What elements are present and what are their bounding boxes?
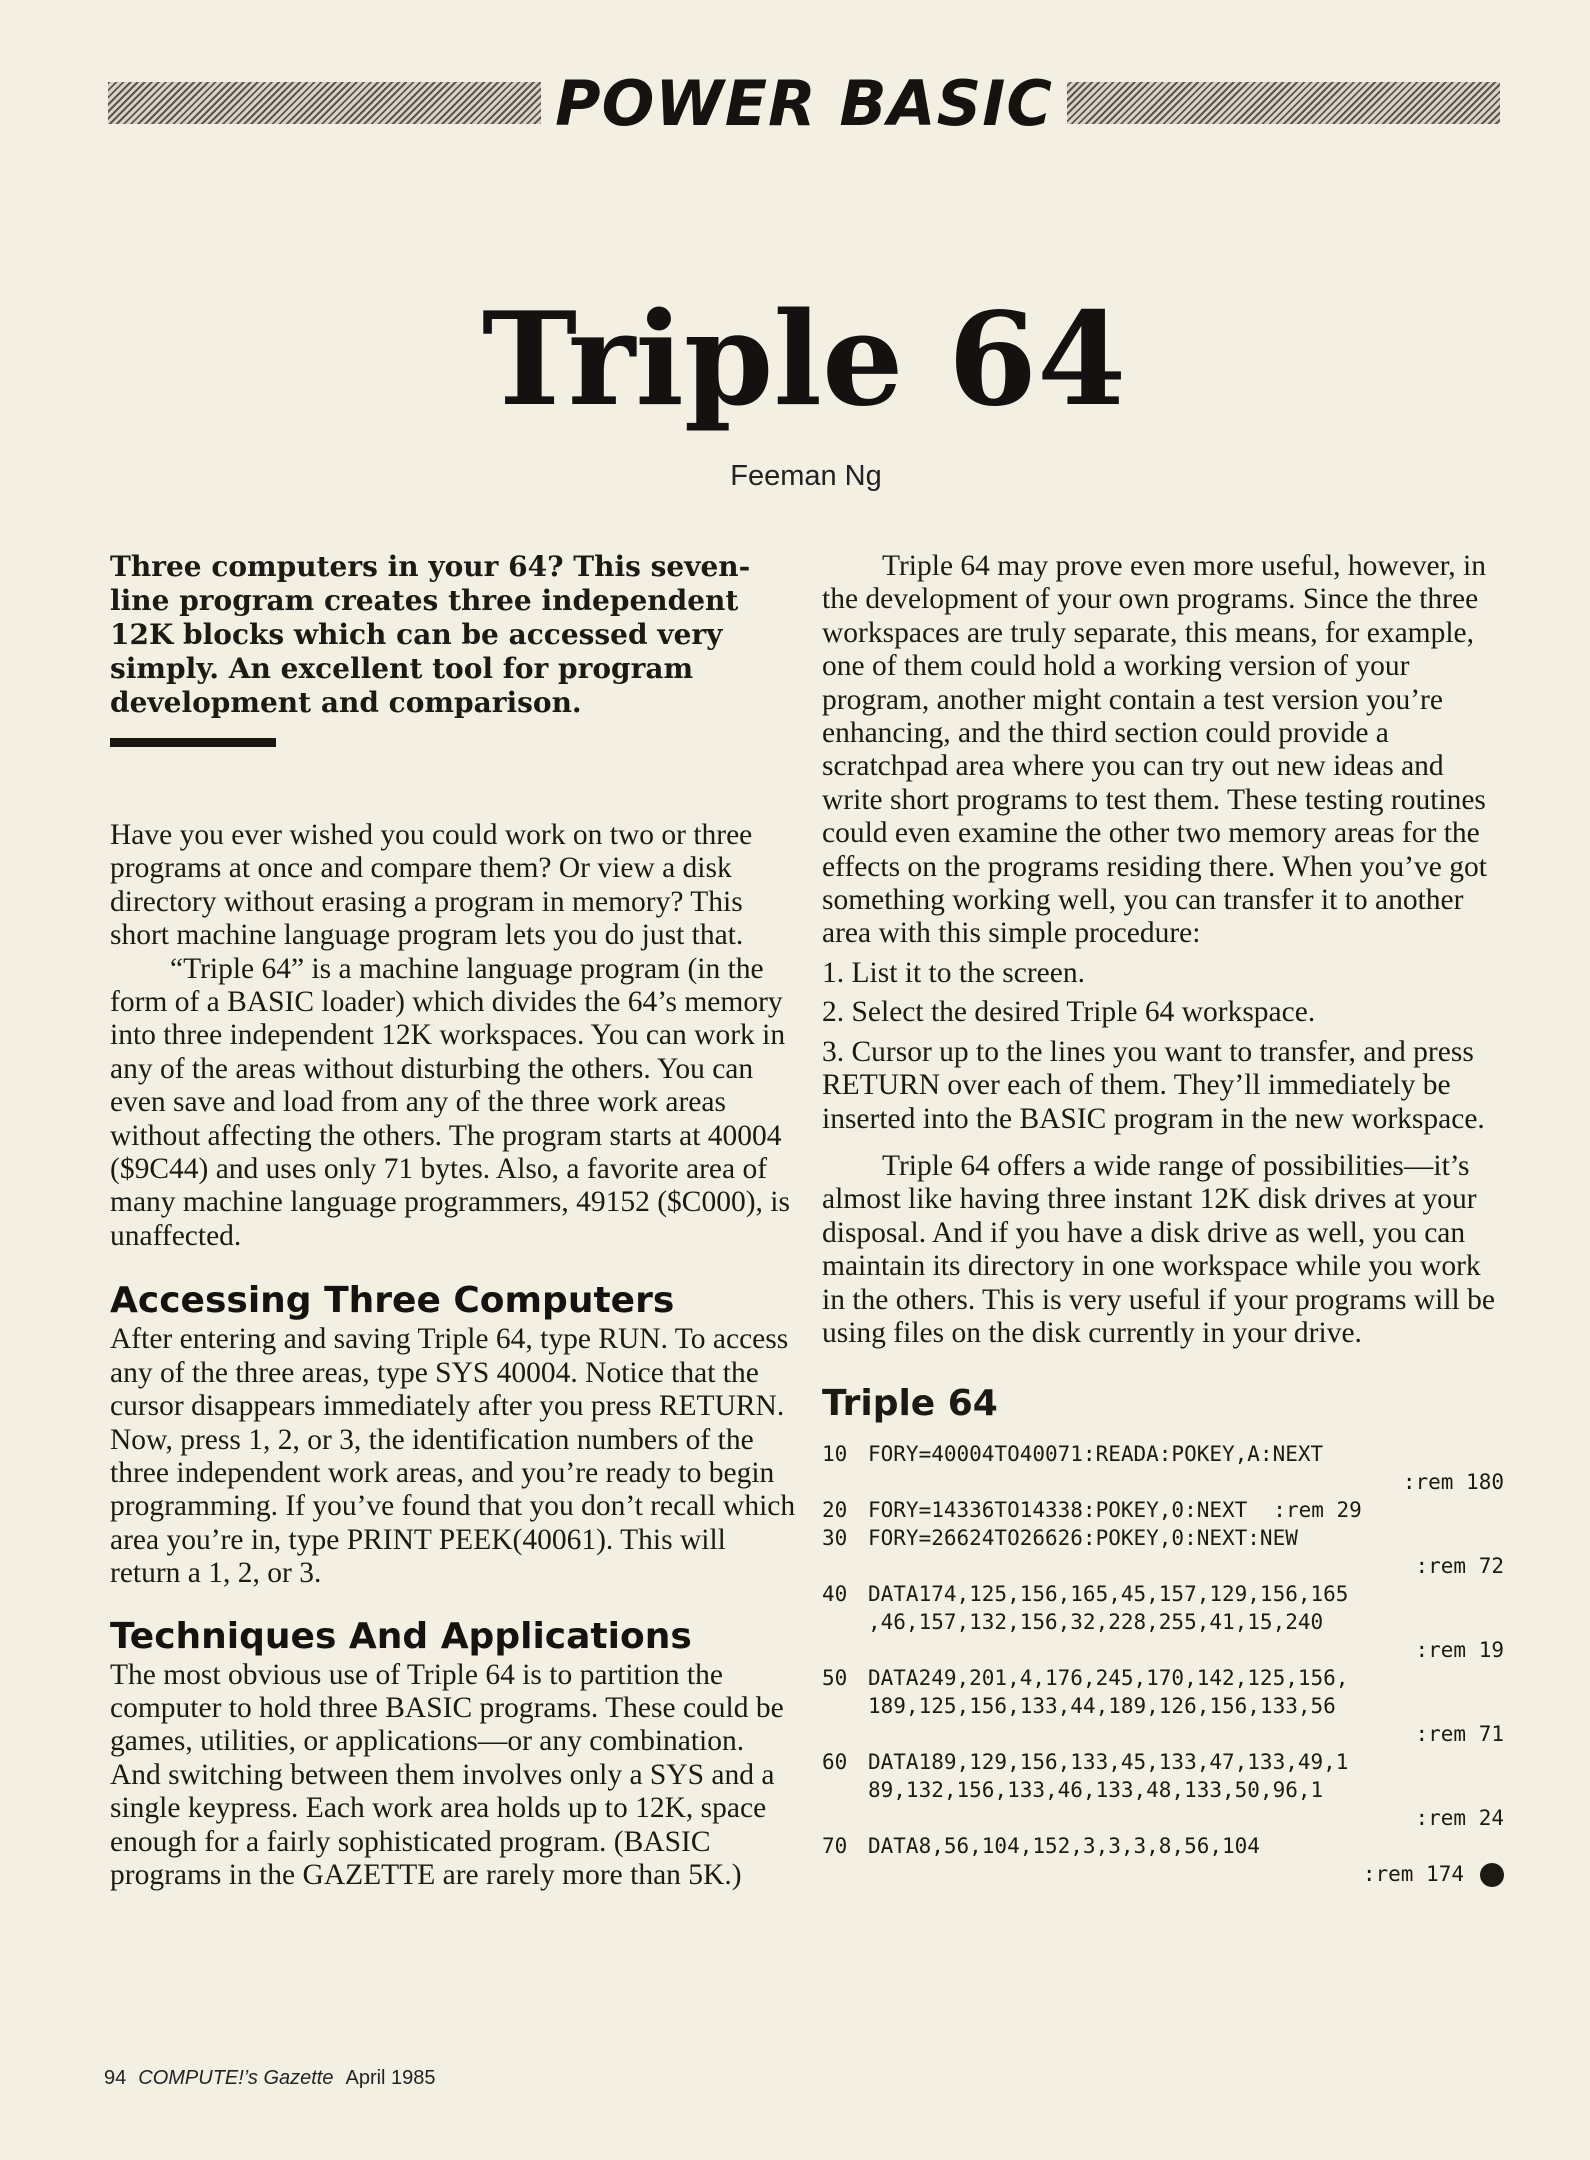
line-code-continued: 89,132,156,133,46,133,48,133,50,96,1 (868, 1778, 1324, 1803)
transfer-steps-list (822, 957, 1508, 1136)
line-number: 60 (822, 1750, 848, 1775)
listing-line (822, 1832, 1508, 1888)
publication-name: COMPUTE!’s Gazette (138, 2067, 334, 2089)
left-column (110, 550, 800, 1892)
line-number: 40 (822, 1582, 848, 1607)
line-checksum: :rem 24 (1415, 1806, 1504, 1831)
line-number: 30 (822, 1526, 848, 1551)
right-column (822, 550, 1508, 1888)
listing-line (822, 1580, 1508, 1664)
line-checksum: :rem 19 (1415, 1638, 1504, 1663)
deck-divider-rule (110, 738, 276, 747)
line-number: 70 (822, 1834, 848, 1859)
development-paragraph: Triple 64 may prove even more useful, however, in the development of your own programs. Since the three workspaces are truly separate, this means, for example, one of them could hold a working version of your program, another might contain a test version you’re enhancing, and the third section could provide a scratchpad area where you can try out new ideas and write short programs to test them. These testing routines could even examine the other two memory areas for the effects on the programs residing there. When you’ve got something working well, you can transfer it to another area with this simple procedure: (822, 550, 1487, 950)
line-checksum: :rem 180 (1402, 1470, 1504, 1495)
listing-title: Triple 64 (822, 1383, 998, 1425)
line-code: DATA249,201,4,176,245,170,142,125,156, (868, 1666, 1349, 1691)
list-item: 1. List it to the screen. (822, 956, 1085, 989)
listing-line (822, 1748, 1508, 1832)
listing-line (822, 1664, 1508, 1748)
line-checksum: :rem 71 (1415, 1722, 1504, 1747)
line-checksum-row (868, 1860, 1508, 1888)
list-item: 2. Select the desired Triple 64 workspace. (822, 996, 1316, 1029)
line-checksum: :rem 29 (1273, 1498, 1362, 1523)
line-code-continued: ,46,157,132,156,32,228,255,41,15,240 (868, 1610, 1324, 1635)
line-code: FORY=40004TO40071:READA:POKEY,A:NEXT (868, 1442, 1324, 1467)
listing-line (822, 1524, 1508, 1580)
possibilities-paragraph: Triple 64 offers a wide range of possibilities—it’s almost like having three instant 12K disk drives at your disposal. And if you have a disk drive as well, you can maintain its directory in one workspace while you work in the others. This is very useful if your programs will be using files on the disk currently in your drive. (822, 1149, 1495, 1349)
line-checksum: :rem 174 (1362, 1862, 1464, 1887)
issue-date: April 1985 (345, 2067, 436, 2089)
byline: Feeman Ng (730, 460, 882, 492)
accessing-paragraph: After entering and saving Triple 64, type RUN. To access any of the three areas, type SYS 40004. Notice that the cursor disappears immediately after you press RETURN. Now, press 1, 2, or 3, the identification numbers of the three independent work areas, and you’re ready to begin programming. If you’ve found that you don’t recall which area you’re in, type PRINT PEEK(40061). This will return a 1, 2, or 3. (110, 1323, 796, 1590)
end-of-article-icon (1480, 1863, 1504, 1887)
line-code: DATA8,56,104,152,3,3,3,8,56,104 (868, 1834, 1260, 1859)
article-title: Triple 64 (481, 285, 1127, 435)
line-code: FORY=26624TO26626:POKEY,0:NEXT:NEW (868, 1526, 1298, 1551)
intro-paragraph-2: “Triple 64” is a machine language program (in the form of a BASIC loader) which divides the 64’s memory into three independent 12K workspaces. You can work in any of the areas without disturbing the others. You can even save and load from any of the three work areas without affecting the others. The program starts at 40004 ($9C44) and uses only 71 bytes. Also, a favorite area of many machine language programmers, 49152 ($C000), is unaffected. (110, 952, 790, 1252)
section-title (0, 67, 1590, 140)
program-listing (822, 1440, 1508, 1888)
line-code: DATA189,129,156,133,45,133,47,133,49,1 (868, 1750, 1349, 1775)
listing-line (822, 1496, 1508, 1524)
page-footer (104, 2067, 436, 2090)
line-code-continued: 189,125,156,133,44,189,126,156,133,56 (868, 1694, 1336, 1719)
line-number: 20 (822, 1498, 848, 1523)
line-code: FORY=14336TO14338:POKEY,0:NEXT (868, 1498, 1248, 1523)
line-code: DATA174,125,156,165,45,157,129,156,165 (868, 1582, 1349, 1607)
article-deck: Three computers in your 64? This seven-line program creates three independent 12K blocks which can be accessed very simply. An excellent tool for program development and comparison. (110, 550, 751, 719)
line-number: 10 (822, 1442, 848, 1467)
page-number: 94 (104, 2067, 127, 2089)
listing-line (822, 1440, 1508, 1496)
techniques-paragraph: The most obvious use of Triple 64 is to partition the computer to hold three BASIC programs. These could be games, utilities, or applications—or any combination. And switching between them involves only a SYS and a single keypress. Each work area holds up to 12K, space enough for a fairly sophisticated program. (BASIC programs in the GAZETTE are rarely more than 5K.) (110, 1658, 784, 1891)
list-item: 3. Cursor up to the lines you want to transfer, and press RETURN over each of them. They’ll immediately be inserted into the BASIC program in the new workspace. (822, 1035, 1485, 1135)
line-checksum: :rem 72 (1415, 1554, 1504, 1579)
subheading-accessing: Accessing Three Computers (110, 1280, 675, 1322)
intro-paragraph-1: Have you ever wished you could work on two or three programs at once and compare them? Or view a disk directory without erasing a program in memory? This short machine language program lets you do just that. (110, 819, 753, 952)
line-number: 50 (822, 1666, 848, 1691)
subheading-techniques: Techniques And Applications (110, 1615, 692, 1657)
section-title-text: POWER BASIC (541, 67, 1067, 140)
